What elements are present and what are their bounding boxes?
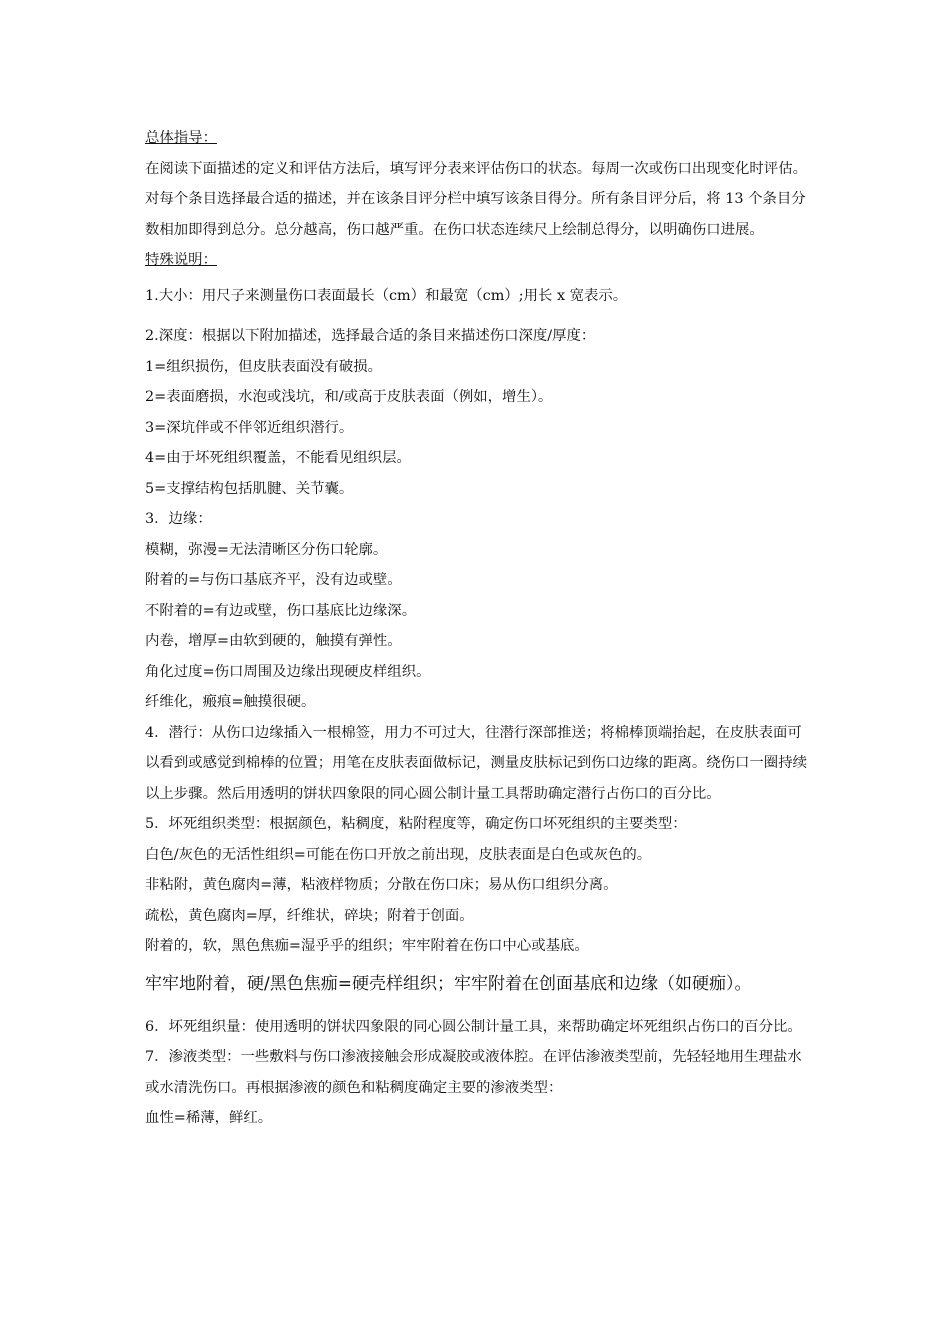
edges-line: 角化过度=伤口周围及边缘出现硬皮样组织。	[145, 663, 431, 680]
general-paragraph: 在阅读下面描述的定义和评估方法后，填写评分表来评估伤口的状态。每周一次或伤口出现变化时评估。对每个条目选择最合适的描述，并在该条目评分栏中填写该条目得分。所有条目评分后，将 13 个条目分数相加即得到总分。总分越高，伤口越严重。在伤口状态连续尺上绘制总得分，以明确伤口进展。	[145, 160, 807, 238]
item-exudate-type-title: 7．渗液类型：一些敷料与伤口渗液接触会形成凝胶或液体腔。在评估渗液类型前，先轻轻地用生理盐水或水清洗伤口。再根据渗液的颜色和粘稠度确定主要的渗液类型：	[145, 1049, 802, 1096]
special-heading: 特殊说明：	[145, 252, 217, 268]
exudate-type-line: 血性=稀薄，鲜红。	[145, 1110, 273, 1126]
edges-line: 模糊，弥漫=无法清晰区分伤口轮廓。	[145, 541, 388, 558]
edges-line: 附着的=与伤口基底齐平，没有边或壁。	[145, 572, 402, 588]
depth-level: 3=深坑伴或不伴邻近组织潜行。	[145, 419, 354, 436]
necrotic-type-line: 疏松，黄色腐肉=厚，纤维状，碎块；附着于创面。	[145, 907, 474, 924]
item-necrotic-amount: 6．坏死组织量：使用透明的饼状四象限的同心圆公制计量工具，来帮助确定坏死组织占伤口的百分比。	[145, 1018, 802, 1035]
edges-line: 不附着的=有边或壁，伤口基底比边缘深。	[145, 602, 417, 619]
necrotic-type-line: 附着的，软，黑色焦痂=湿乎乎的组织；牢牢附着在伤口中心或基底。	[145, 938, 589, 954]
depth-level: 2=表面磨损，水泡或浅坑，和/或高于皮肤表面（例如，增生）。	[145, 389, 553, 405]
necrotic-type-line: 非粘附，黄色腐肉=薄，粘液样物质；分散在伤口床；易从伤口组织分离。	[145, 877, 618, 893]
document-body	[145, 123, 813, 1134]
depth-level: 1=组织损伤，但皮肤表面没有破损。	[145, 358, 383, 375]
item-edges-title: 3．边缘：	[145, 511, 212, 527]
item-necrotic-type-title: 5．坏死组织类型：根据颜色，粘稠度，粘附程度等，确定伤口坏死组织的主要类型：	[145, 816, 687, 832]
depth-level: 5=支撑结构包括肌腱、关节囊。	[145, 480, 354, 497]
item-depth-title: 2.深度：根据以下附加描述，选择最合适的条目来描述伤口深度/厚度：	[145, 328, 596, 344]
depth-level: 4=由于坏死组织覆盖，不能看见组织层。	[145, 450, 411, 466]
spacer	[145, 1002, 813, 1012]
edges-line: 纤维化，瘢痕=触摸很硬。	[145, 694, 316, 710]
spacer	[145, 311, 813, 321]
item-size: 1.大小：用尺子来测量伤口表面最长（cm）和最宽（cm）;用长 x 宽表示。	[145, 287, 628, 304]
necrotic-type-line: 白色/灰色的无活性组织=可能在伤口开放之前出现，皮肤表面是白色或灰色的。	[145, 846, 652, 863]
item-undermining: 4．潜行：从伤口边缘插入一根棉签，用力不可过大，往潜行深部推送；将棉棒顶端抬起，在皮肤表面可以看到或感觉到棉棒的位置；用笔在皮肤表面做标记，测量皮肤标记到伤口边缘的距离。绕伤口一圈持续以上步骤。然后用透明的饼状四象限的同心圆公制计量工具帮助确定潜行占伤口的百分比。	[145, 724, 807, 802]
edges-line: 内卷，增厚=由软到硬的，触摸有弹性。	[145, 633, 402, 649]
necrotic-type-last-line: 牢牢地附着，硬/黑色焦痂=硬壳样组织；牢牢附着在创面基底和边缘（如硬痂）。	[145, 973, 752, 994]
general-heading: 总体指导：	[145, 130, 217, 146]
